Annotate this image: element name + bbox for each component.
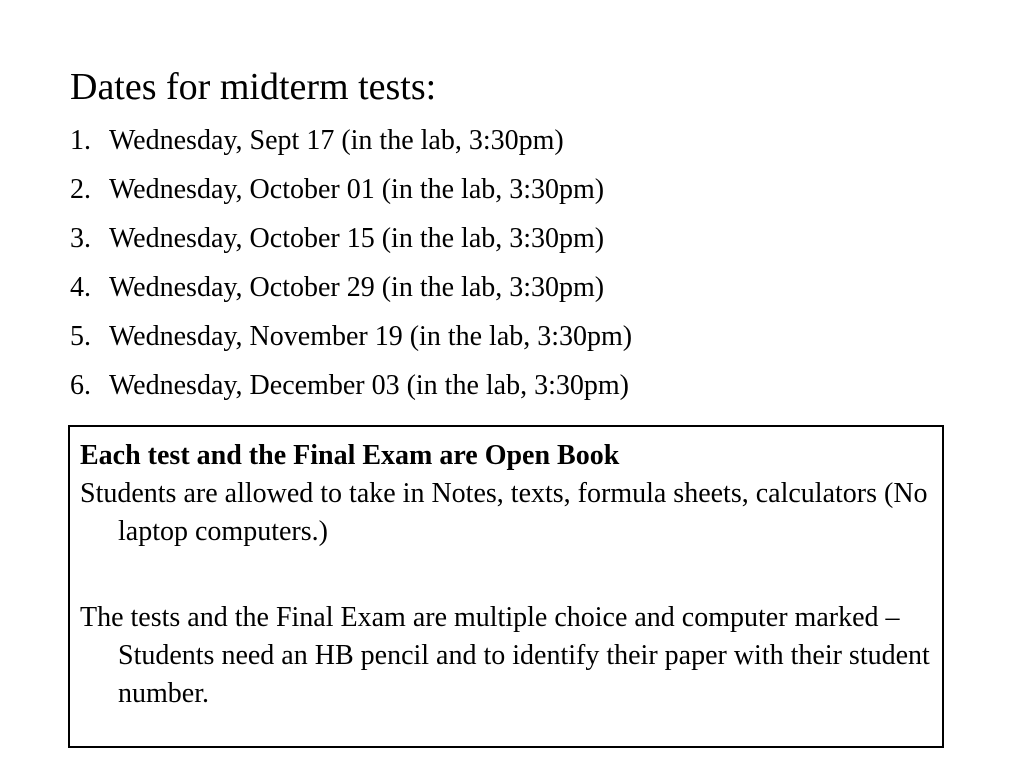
list-item	[70, 316, 632, 365]
slide-title: Dates for midterm tests:	[70, 66, 437, 108]
list-item-number: 2.	[70, 174, 91, 205]
list-item-text: Wednesday, Sept 17 (in the lab, 3:30pm)	[109, 125, 564, 156]
list-item	[70, 169, 632, 218]
list-item	[70, 267, 632, 316]
list-item	[70, 365, 632, 414]
allowed-materials-text: Students are allowed to take in Notes, texts, formula sheets, calculators (No laptop computers.)	[80, 478, 928, 547]
list-item-text: Wednesday, October 15 (in the lab, 3:30pm)	[109, 223, 605, 254]
list-item-number: 6.	[70, 370, 91, 401]
list-item-number: 3.	[70, 223, 91, 254]
midterm-dates-list	[70, 120, 632, 414]
list-item-number: 1.	[70, 125, 91, 156]
list-item	[70, 218, 632, 267]
list-item-number: 4.	[70, 272, 91, 303]
list-item-text: Wednesday, October 29 (in the lab, 3:30pm)	[109, 272, 605, 303]
list-item	[70, 120, 632, 169]
exam-info-box	[68, 425, 944, 748]
list-item-text: Wednesday, October 01 (in the lab, 3:30pm)	[109, 174, 605, 205]
list-item-number: 5.	[70, 321, 91, 352]
exam-format-text: The tests and the Final Exam are multiple choice and computer marked – Students need an HB pencil and to identify their paper with their student number.	[80, 602, 930, 709]
list-item-text: Wednesday, December 03 (in the lab, 3:30pm)	[109, 370, 629, 401]
list-item-text: Wednesday, November 19 (in the lab, 3:30pm)	[109, 321, 633, 352]
open-book-heading: Each test and the Final Exam are Open Book	[80, 440, 620, 471]
